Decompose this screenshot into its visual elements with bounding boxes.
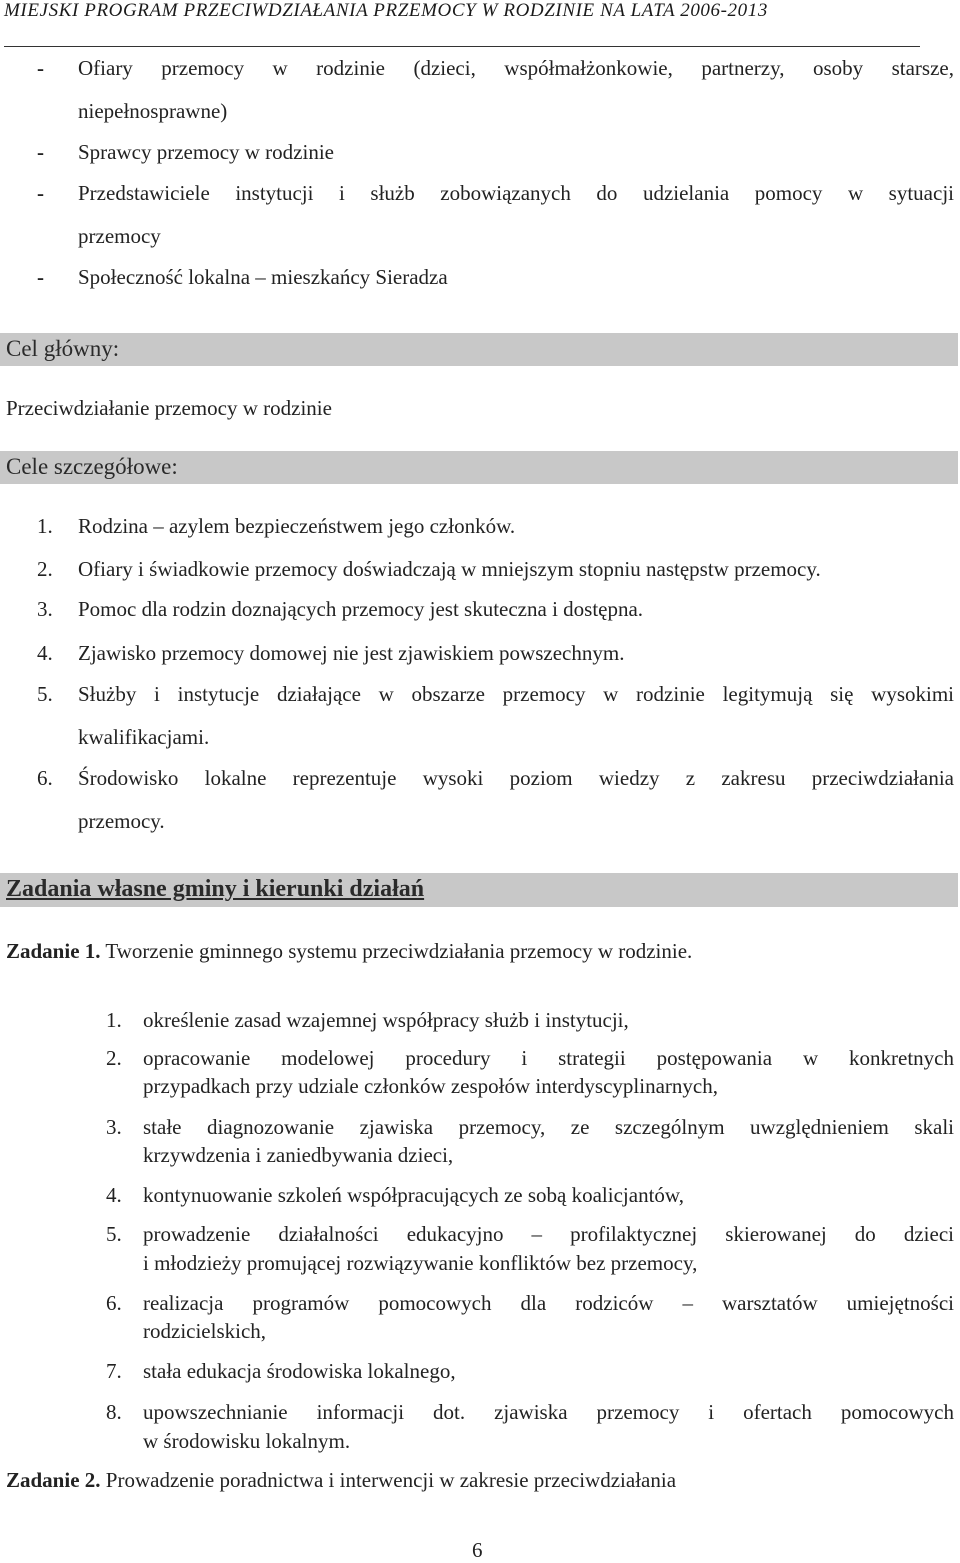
goal-item-continuation: przemocy. xyxy=(78,809,165,833)
running-header: MIEJSKI PROGRAM PRZECIWDZIAŁANIA PRZEMOCY W RODZINIE NA LATA 2006-2013 xyxy=(4,0,768,21)
header-rule xyxy=(4,46,920,47)
task-item: realizacja programów pomocowych dla rodziców – warsztatów umiejętności xyxy=(143,1291,954,1315)
bullet-institutions-line2: przemocy xyxy=(78,224,161,248)
bullet-dash: - xyxy=(37,265,44,289)
task1-label: Zadanie 1. xyxy=(6,939,101,963)
task-item: stałe diagnozowanie zjawiska przemocy, ze szczególnym uwzględnieniem skali xyxy=(143,1115,954,1139)
task-number: 1. xyxy=(106,1008,122,1032)
goal-item: Środowisko lokalne reprezentuje wysoki poziom wiedzy z zakresu przeciwdziałania xyxy=(78,766,954,790)
goal-number: 2. xyxy=(37,557,53,581)
goal-item: Rodzina – azylem bezpieczeństwem jego członków. xyxy=(78,514,516,538)
bullet-dash: - xyxy=(37,56,44,80)
goal-number: 6. xyxy=(37,766,53,790)
tasks-heading: Zadania własne gminy i kierunki działań xyxy=(6,876,425,902)
main-goal-heading: Cel główny: xyxy=(6,336,120,361)
bullet-victims-line2: niepełnosprawne) xyxy=(78,99,228,123)
goal-item: Ofiary i świadkowie przemocy doświadczają w mniejszym stopniu następstw przemocy. xyxy=(78,557,821,581)
task-number: 5. xyxy=(106,1222,122,1246)
task-item-continuation: rodzicielskich, xyxy=(143,1319,267,1343)
goal-item: Zjawisko przemocy domowej nie jest zjawiskiem powszechnym. xyxy=(78,641,625,665)
bullet-institutions-line1: Przedstawiciele instytucji i służb zobowiązanych do udzielania pomocy w sytuacji xyxy=(78,181,954,205)
tasks-band xyxy=(0,873,958,907)
goal-item-continuation: kwalifikacjami. xyxy=(78,725,210,749)
specific-goals-heading: Cele szczegółowe: xyxy=(6,454,178,479)
bullet-dash: - xyxy=(37,140,44,164)
task-item: opracowanie modelowej procedury i strategii postępowania w konkretnych xyxy=(143,1046,954,1070)
goal-item: Pomoc dla rodzin doznających przemocy jest skuteczna i dostępna. xyxy=(78,597,644,621)
page-number: 6 xyxy=(472,1538,483,1562)
bullet-victims-line1: Ofiary przemocy w rodzinie (dzieci, współmałżonkowie, partnerzy, osoby starsze, xyxy=(78,56,954,80)
task2-label: Zadanie 2. xyxy=(6,1468,101,1492)
task-item-continuation: i młodzieży promującej rozwiązywanie konfliktów bez przemocy, xyxy=(143,1251,698,1275)
task-number: 2. xyxy=(106,1046,122,1070)
task-item: upowszechnianie informacji dot. zjawiska przemocy i ofertach pomocowych xyxy=(143,1400,954,1424)
goal-number: 1. xyxy=(37,514,53,538)
goal-number: 5. xyxy=(37,682,53,706)
bullet-perpetrators: Sprawcy przemocy w rodzinie xyxy=(78,140,334,164)
main-goal-text: Przeciwdziałanie przemocy w rodzinie xyxy=(6,396,332,420)
task2-title: Prowadzenie poradnictwa i interwencji w zakresie przeciwdziałania xyxy=(105,1468,677,1492)
specific-goals-band xyxy=(0,451,958,484)
bullet-dash: - xyxy=(37,181,44,205)
task-item-continuation: przypadkach przy udziale członków zespołów interdyscyplinarnych, xyxy=(143,1074,718,1098)
task-number: 3. xyxy=(106,1115,122,1139)
goal-item: Służby i instytucje działające w obszarze przemocy w rodzinie legitymują się wysokimi xyxy=(78,682,954,706)
task1-title: Tworzenie gminnego systemu przeciwdziałania przemocy w rodzinie. xyxy=(105,939,693,963)
task2-heading xyxy=(6,1468,676,1493)
task-item: prowadzenie działalności edukacyjno – profilaktycznej skierowanej do dzieci xyxy=(143,1222,954,1246)
goal-number: 3. xyxy=(37,597,53,621)
task-item: kontynuowanie szkoleń współpracujących ze sobą koalicjantów, xyxy=(143,1183,684,1207)
bullet-community: Społeczność lokalna – mieszkańcy Sieradza xyxy=(78,265,448,289)
task-item: określenie zasad wzajemnej współpracy służb i instytucji, xyxy=(143,1008,629,1032)
task-number: 8. xyxy=(106,1400,122,1424)
task-number: 7. xyxy=(106,1359,122,1383)
task-number: 4. xyxy=(106,1183,122,1207)
main-goal-band xyxy=(0,333,958,366)
task-item-continuation: krzywdzenia i zaniedbywania dzieci, xyxy=(143,1143,454,1167)
task-number: 6. xyxy=(106,1291,122,1315)
task-item-continuation: w środowisku lokalnym. xyxy=(143,1429,351,1453)
task1-heading xyxy=(6,939,692,964)
task-item: stała edukacja środowiska lokalnego, xyxy=(143,1359,456,1383)
goal-number: 4. xyxy=(37,641,53,665)
